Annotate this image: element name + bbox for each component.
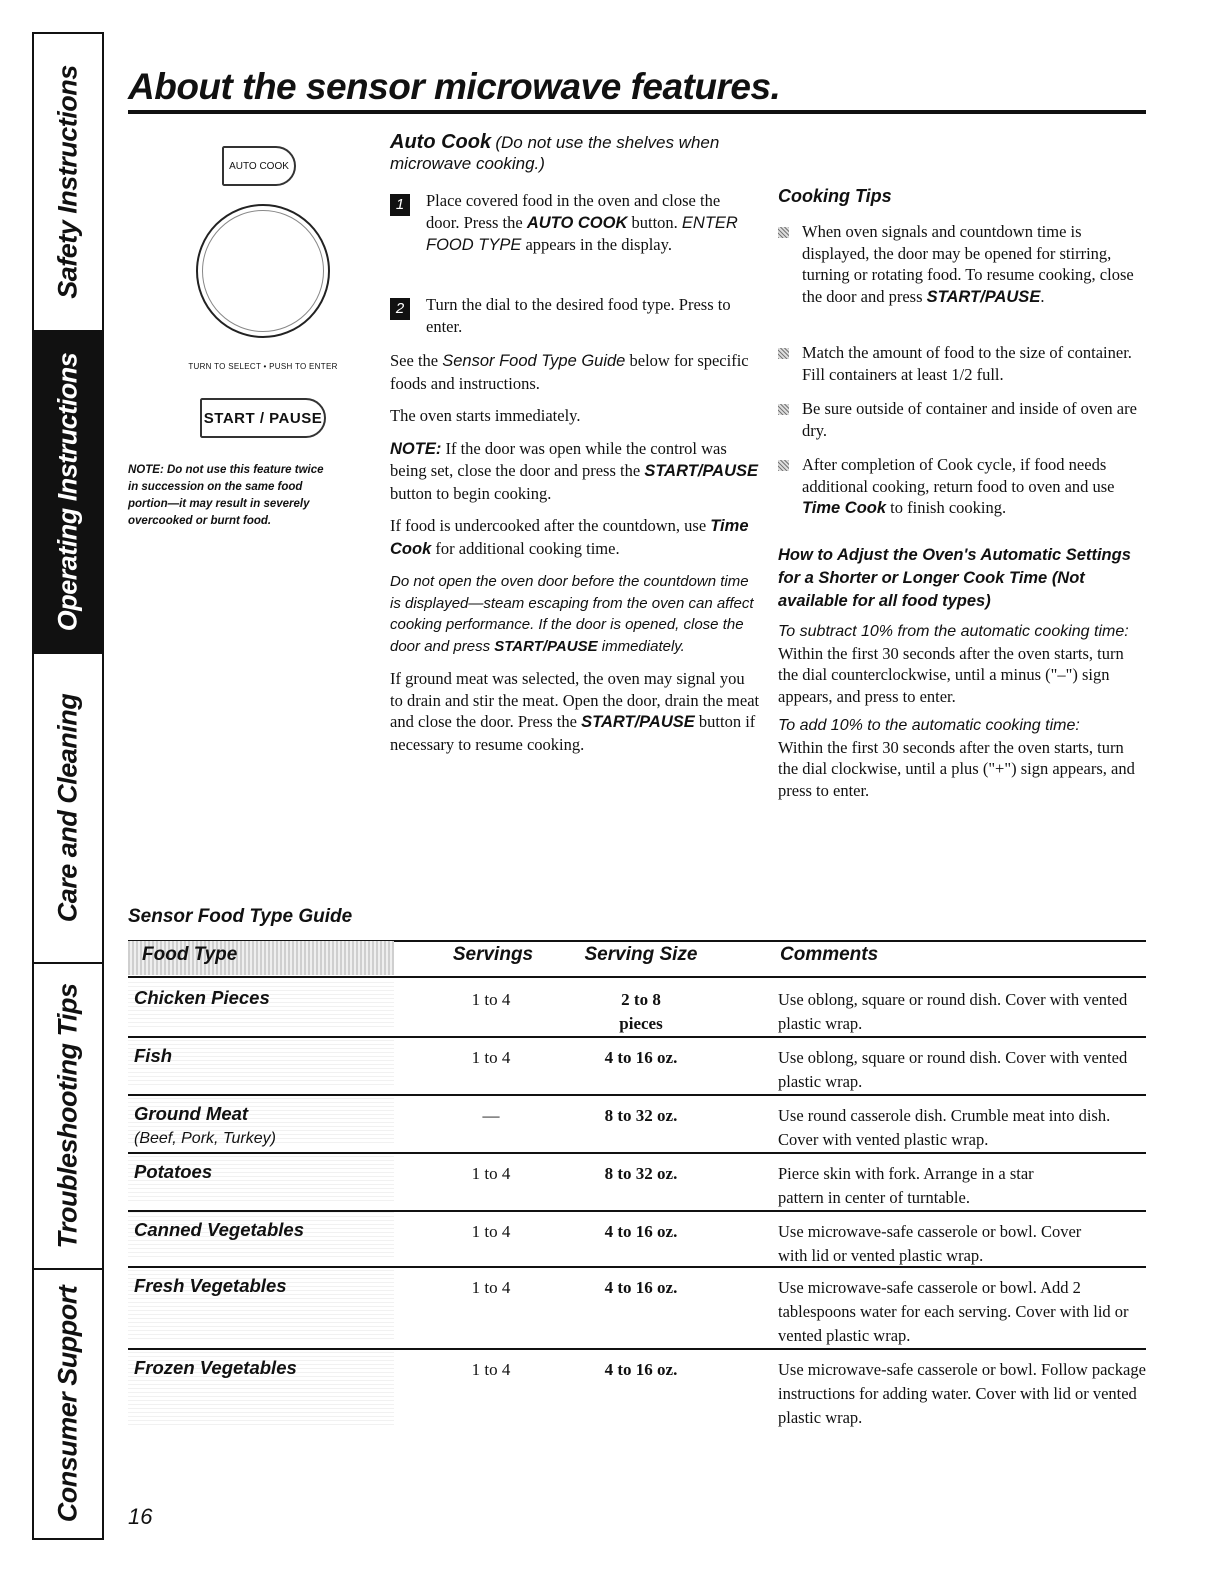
tip-4 bbox=[778, 454, 1150, 520]
food-type: Ground Meat bbox=[134, 1103, 249, 1124]
auto-cook-button-illustration: AUTO COOK bbox=[222, 146, 296, 186]
table-row bbox=[128, 1212, 1146, 1268]
auto-cook-heading bbox=[390, 132, 760, 174]
tab-operating-instructions[interactable] bbox=[34, 332, 102, 654]
bullet-icon bbox=[778, 227, 789, 238]
auto-cook-heading-note: (Do not use the shelves when microwave cooking.) bbox=[390, 133, 720, 173]
warning-keyword: START/PAUSE bbox=[494, 637, 598, 655]
tip-text: Match the amount of food to the size of container. Fill containers at least 1/2 full. bbox=[802, 343, 1132, 384]
tip-text: Be sure outside of container and inside of oven are dry. bbox=[802, 399, 1137, 440]
step-text: button. bbox=[627, 212, 682, 232]
food-type: Fresh Vegetables bbox=[134, 1275, 287, 1296]
cooking-tips-heading bbox=[778, 186, 1148, 208]
body-text: See the bbox=[390, 351, 443, 370]
body-text: button if necessary to resume cooking. bbox=[390, 712, 756, 754]
table-row bbox=[128, 980, 1146, 1038]
step-2 bbox=[390, 294, 750, 337]
header-comments: Comments bbox=[780, 944, 879, 965]
step-1 bbox=[390, 190, 750, 257]
warning-text: immediately. bbox=[597, 637, 685, 655]
food-type: Fish bbox=[134, 1045, 173, 1066]
body-text: for additional cooking time. bbox=[431, 538, 620, 558]
tab-label: Operating Instructions bbox=[52, 352, 83, 632]
serving-size: 4 to 16 oz. bbox=[604, 1278, 678, 1297]
bullet-icon bbox=[778, 460, 789, 471]
step-number: 2 bbox=[390, 298, 410, 320]
adjust-section bbox=[778, 544, 1148, 801]
body-text: below for specific foods and instructions. bbox=[390, 351, 749, 393]
comments: Use microwave-safe casserole or bowl. Cover with lid or vented plastic wrap. bbox=[778, 1222, 1082, 1265]
food-type: Frozen Vegetables bbox=[134, 1357, 297, 1378]
tip-keyword: START/PAUSE bbox=[926, 287, 1041, 306]
tip-text: After completion of Cook cycle, if food needs additional cooking, return food to oven and use bbox=[802, 455, 1115, 496]
table-row bbox=[128, 1038, 1146, 1096]
dial-label: TURN TO SELECT • PUSH TO ENTER bbox=[188, 362, 338, 371]
auto-cook-title: Auto Cook bbox=[390, 131, 492, 153]
tab-troubleshooting-tips[interactable] bbox=[34, 964, 102, 1270]
food-type: Potatoes bbox=[134, 1161, 213, 1182]
adjust-heading: How to Adjust the Oven's Automatic Settings for a Shorter or Longer Cook Time (Not available for all food types) bbox=[778, 546, 1131, 610]
subtract-label: To subtract 10% from the automatic cooking time: bbox=[778, 623, 1129, 640]
table-row bbox=[128, 1268, 1146, 1350]
body-keyword: START/PAUSE bbox=[644, 462, 758, 480]
body-keyword: Time Cook bbox=[390, 517, 749, 558]
comments: Use microwave-safe casserole or bowl. Follow package instructions for adding water. Cover with lid or vented plastic wrap. bbox=[778, 1360, 1146, 1427]
tip-text: . bbox=[1040, 286, 1045, 306]
step-text: appears in the display. bbox=[521, 235, 672, 254]
body-keyword: START/PAUSE bbox=[581, 713, 695, 731]
serving-size: 2 to 8 pieces bbox=[619, 990, 663, 1033]
servings: 1 to 4 bbox=[471, 1222, 511, 1241]
header-serving-size: Serving Size bbox=[584, 944, 698, 965]
tab-care-and-cleaning[interactable] bbox=[34, 654, 102, 964]
table-header-rule bbox=[128, 976, 1146, 978]
tab-label: Troubleshooting Tips bbox=[52, 983, 83, 1249]
body-text: If food is undercooked after the countdown, use bbox=[390, 516, 711, 535]
step-text: Place covered food in the oven and close the door. Press the bbox=[426, 191, 721, 232]
section-tab-strip bbox=[32, 32, 104, 1540]
food-type: Canned Vegetables bbox=[134, 1219, 304, 1240]
tip-1 bbox=[778, 221, 1150, 308]
table-row bbox=[128, 1096, 1146, 1154]
body-text: If ground meat was selected, the oven may signal you to drain and stir the meat. Open the door, drain the meat and close the door. Press the bbox=[390, 669, 760, 731]
food-type: Chicken Pieces bbox=[134, 987, 270, 1008]
left-note: NOTE: Do not use this feature twice in succession on the same food portion—it may result in severely overcooked or burnt food. bbox=[128, 464, 324, 527]
warning-text: Do not open the oven door before the countdown time is displayed—steam escaping from the oven can affect cooking performance. If the door is opened, close the door and press bbox=[390, 573, 754, 655]
note-label: NOTE: bbox=[390, 439, 442, 458]
servings: — bbox=[482, 1106, 500, 1125]
body-text: If the door was open while the control was being set, close the door and press the bbox=[390, 438, 727, 480]
tab-label: Consumer Support bbox=[52, 1285, 83, 1523]
starts-text: The oven starts immediately. bbox=[390, 406, 581, 425]
comments: Use microwave-safe casserole or bowl. Add 2 tablespoons water for each serving. Cover with lid or vented plastic wrap. bbox=[778, 1278, 1129, 1345]
tip-text: When oven signals and countdown time is displayed, the door may be opened for stirring, turning or rotating food. To resume cooking, close the door and press bbox=[802, 222, 1134, 306]
display-message: ENTER FOOD TYPE bbox=[426, 213, 738, 254]
tab-safety-instructions[interactable] bbox=[34, 34, 102, 332]
page-title: About the sensor microwave features. bbox=[128, 66, 781, 107]
header-servings: Servings bbox=[452, 944, 534, 965]
step-number: 1 bbox=[390, 194, 410, 216]
comments: Pierce skin with fork. Arrange in a star pattern in center of turntable. bbox=[778, 1164, 1034, 1207]
page-number: 16 bbox=[128, 1504, 153, 1529]
cooking-tips-title: Cooking Tips bbox=[778, 186, 892, 206]
serving-size: 8 to 32 oz. bbox=[604, 1164, 678, 1183]
servings: 1 to 4 bbox=[471, 1164, 511, 1183]
guide-title: Sensor Food Type Guide bbox=[128, 906, 353, 927]
food-type-detail: (Beef, Pork, Turkey) bbox=[134, 1130, 276, 1147]
comments: Use oblong, square or round dish. Cover with vented plastic wrap. bbox=[778, 1048, 1128, 1091]
body-text: button to begin cooking. bbox=[390, 483, 552, 503]
comments: Use oblong, square or round dish. Cover with vented plastic wrap. bbox=[778, 990, 1128, 1033]
serving-size: 4 to 16 oz. bbox=[604, 1222, 678, 1241]
servings: 1 to 4 bbox=[471, 1278, 511, 1297]
bullet-icon bbox=[778, 404, 789, 415]
guide-reference: Sensor Food Type Guide bbox=[442, 352, 626, 370]
add-label: To add 10% to the automatic cooking time: bbox=[778, 717, 1080, 734]
servings: 1 to 4 bbox=[471, 990, 511, 1009]
tip-3 bbox=[778, 398, 1150, 441]
servings: 1 to 4 bbox=[471, 1048, 511, 1067]
servings: 1 to 4 bbox=[471, 1360, 511, 1379]
header-food-type: Food Type bbox=[142, 944, 238, 965]
bullet-icon bbox=[778, 348, 789, 359]
step-keyword: AUTO COOK bbox=[526, 213, 628, 232]
table-row bbox=[128, 1350, 1146, 1434]
table-row bbox=[128, 1154, 1146, 1212]
tab-label: Safety Instructions bbox=[52, 65, 83, 299]
serving-size: 8 to 32 oz. bbox=[604, 1106, 678, 1125]
auto-cook-body bbox=[390, 350, 760, 755]
dial-icon bbox=[196, 204, 330, 338]
start-pause-button-illustration: START / PAUSE bbox=[200, 398, 326, 438]
add-text: Within the first 30 seconds after the oven starts, turn the dial clockwise, until a plus ("+") sign appears, and press to enter. bbox=[778, 737, 1135, 800]
food-type-cell bbox=[134, 1102, 396, 1151]
serving-size: 4 to 16 oz. bbox=[604, 1360, 678, 1379]
comments: Use round casserole dish. Crumble meat into dish. Cover with vented plastic wrap. bbox=[778, 1106, 1111, 1149]
tip-keyword: Time Cook bbox=[802, 499, 887, 517]
serving-size: 4 to 16 oz. bbox=[604, 1048, 678, 1067]
tab-label: Care and Cleaning bbox=[52, 693, 83, 923]
tip-text: to finish cooking. bbox=[886, 498, 1007, 517]
tip-2 bbox=[778, 342, 1150, 385]
step-text: Turn the dial to the desired food type. Press to enter. bbox=[426, 295, 731, 336]
subtract-text: Within the first 30 seconds after the oven starts, turn the dial counterclockwise, until a minus ("–") sign appears, and press to enter. bbox=[778, 643, 1124, 706]
tab-consumer-support[interactable] bbox=[34, 1270, 102, 1538]
title-divider bbox=[128, 110, 1146, 114]
